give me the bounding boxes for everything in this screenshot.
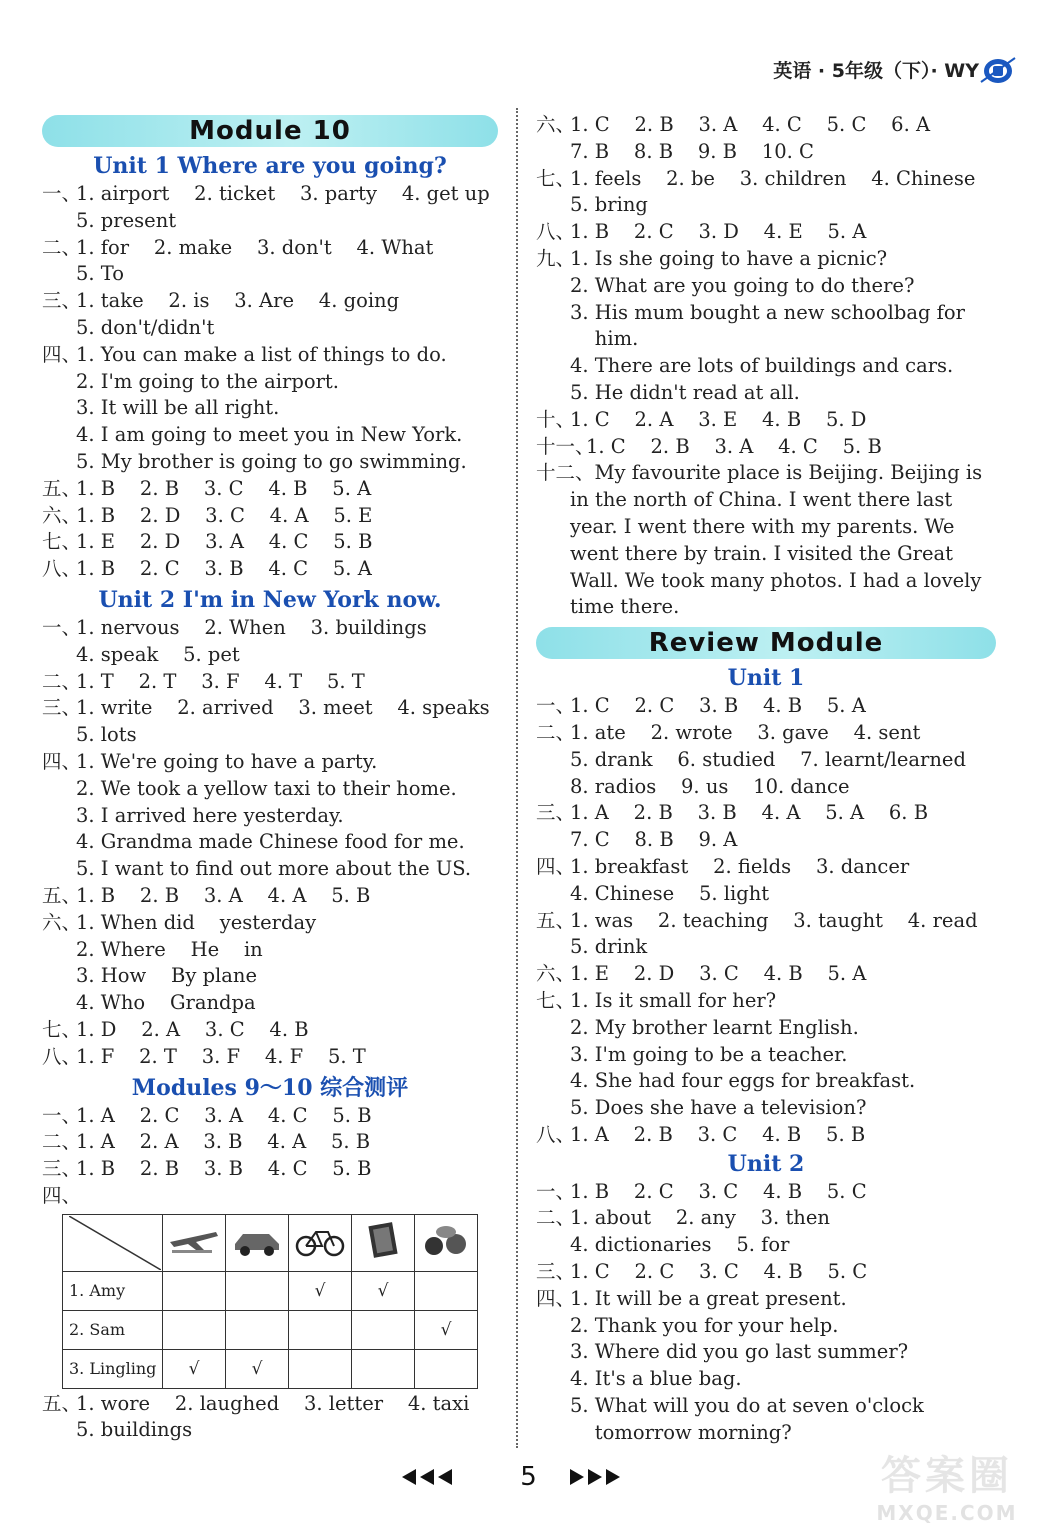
answer-line bbox=[42, 749, 498, 776]
answer-list bbox=[42, 181, 498, 583]
answer-line bbox=[42, 642, 498, 669]
answer-line bbox=[536, 908, 996, 935]
answer-line bbox=[42, 449, 498, 476]
answer-line bbox=[536, 380, 996, 407]
table-row bbox=[63, 1310, 478, 1349]
answer-text: 2. We took a yellow taxi to their home. bbox=[76, 776, 457, 800]
unit-title: Unit 2 bbox=[727, 1150, 805, 1177]
answer-text: 1. Is it small for her? bbox=[570, 988, 777, 1012]
answer-text: 2. Where He in bbox=[76, 937, 263, 961]
table-cell: √ bbox=[289, 1271, 352, 1310]
answer-line bbox=[536, 1366, 996, 1393]
question-label: 三、 bbox=[536, 1260, 576, 1284]
answer-text: 2. My brother learnt English. bbox=[570, 1015, 859, 1039]
answer-line bbox=[42, 261, 498, 288]
answer-text: 4. Who Grandpa bbox=[76, 991, 256, 1015]
table-cell bbox=[226, 1271, 289, 1310]
answer-text: 1. C 2. B 3. A 4. C 5. B bbox=[586, 434, 882, 458]
question-label: 二、 bbox=[42, 1130, 82, 1154]
answer-text: 5. drink bbox=[570, 935, 648, 959]
answer-line bbox=[42, 369, 498, 396]
answer-list bbox=[42, 615, 498, 1071]
answer-line bbox=[536, 693, 996, 720]
table-cell: √ bbox=[226, 1349, 289, 1388]
question-label: 三、 bbox=[42, 696, 82, 720]
answer-line bbox=[536, 1420, 996, 1447]
answer-text: 4. She had four eggs for breakfast. bbox=[570, 1069, 916, 1093]
answer-line bbox=[42, 803, 498, 830]
answer-line bbox=[536, 774, 996, 801]
question-label: 五、 bbox=[42, 883, 82, 907]
brand-logo-icon bbox=[979, 54, 1017, 86]
answer-line bbox=[42, 910, 498, 937]
answer-text: 5. buildings bbox=[76, 1418, 193, 1442]
answer-text: 1. B 2. D 3. C 4. A 5. E bbox=[76, 503, 373, 527]
answer-text: 1. T 2. T 3. F 4. T 5. T bbox=[76, 669, 365, 693]
answer-text: 4. There are lots of buildings and cars. bbox=[570, 354, 954, 378]
answer-text: 1. breakfast 2. fields 3. dancer bbox=[570, 854, 910, 878]
answer-line bbox=[42, 1183, 498, 1210]
table-row bbox=[63, 1349, 478, 1388]
answer-line bbox=[536, 1232, 996, 1259]
table-cell bbox=[289, 1310, 352, 1349]
answer-line bbox=[42, 1156, 498, 1183]
answer-text: 5. What will you do at seven o'clock bbox=[570, 1394, 924, 1418]
answer-line bbox=[42, 288, 498, 315]
watermark-url: MXQE.COM bbox=[876, 1501, 1018, 1525]
column-divider bbox=[516, 108, 518, 1448]
answer-line bbox=[42, 669, 498, 696]
answer-text: 5. don't/didn't bbox=[76, 315, 215, 339]
unit-title: Unit 1 Where are you going? bbox=[93, 153, 447, 179]
answer-text: 1. airport 2. ticket 3. party 4. get up bbox=[76, 182, 490, 205]
answer-list bbox=[42, 1391, 498, 1445]
table-cell bbox=[415, 1271, 478, 1310]
answer-line bbox=[536, 1122, 996, 1149]
answer-list bbox=[536, 112, 996, 460]
question-label: 二、 bbox=[536, 720, 576, 744]
answer-line bbox=[42, 937, 498, 964]
question-label: 八、 bbox=[42, 557, 82, 581]
answer-text: 2. I'm going to the airport. bbox=[76, 369, 339, 393]
answer-text: tomorrow morning? bbox=[570, 1420, 792, 1444]
answer-text: 3. It will be all right. bbox=[76, 396, 280, 420]
essay-text: My favourite place is Beijing. Beijing is bbox=[594, 461, 983, 485]
row-name: 2. Sam bbox=[63, 1310, 163, 1349]
answer-text: 1. B 2. B 3. A 4. A 5. B bbox=[76, 883, 371, 907]
answer-text: 1. F 2. T 3. F 4. F 5. T bbox=[76, 1044, 366, 1068]
answer-text: him. bbox=[570, 327, 639, 351]
question-label: 七、 bbox=[42, 1017, 82, 1041]
answer-table bbox=[62, 1214, 478, 1389]
answer-text: 8. radios 9. us 10. dance bbox=[570, 774, 850, 798]
answer-text: 1. for 2. make 3. don't 4. What bbox=[76, 235, 434, 259]
table-cell bbox=[163, 1271, 226, 1310]
answer-text: 1. C 2. B 3. A 4. C 5. C 6. A bbox=[570, 113, 931, 136]
question-label: 七、 bbox=[536, 166, 576, 190]
answer-text: 3. How By plane bbox=[76, 964, 258, 988]
answer-line bbox=[536, 827, 996, 854]
answer-line bbox=[536, 1259, 996, 1286]
table-cell bbox=[289, 1349, 352, 1388]
answer-line bbox=[536, 934, 996, 961]
question-label: 六、 bbox=[536, 962, 576, 986]
answer-line bbox=[42, 1417, 498, 1444]
answer-list bbox=[42, 1103, 498, 1210]
question-label: 九、 bbox=[536, 246, 576, 270]
answer-line bbox=[42, 315, 498, 342]
answer-text: 1. nervous 2. When 3. buildings bbox=[76, 615, 427, 639]
essay-answer bbox=[536, 460, 996, 621]
answer-text: 1. A 2. A 3. B 4. A 5. B bbox=[76, 1130, 371, 1154]
row-name: 3. Lingling bbox=[63, 1349, 163, 1388]
answer-text: 1. B 2. B 3. C 4. B 5. A bbox=[76, 476, 372, 500]
answer-line bbox=[536, 720, 996, 747]
watermark bbox=[857, 1444, 1037, 1524]
table-cell: √ bbox=[415, 1310, 478, 1349]
answer-line bbox=[536, 881, 996, 908]
answer-text: 1. E 2. D 3. C 4. B 5. A bbox=[570, 962, 867, 986]
question-label: 一、 bbox=[42, 182, 82, 205]
answer-line bbox=[536, 434, 996, 461]
essay-line: in the north of China. I went there last bbox=[570, 488, 953, 512]
answer-line bbox=[536, 1179, 996, 1206]
left-column bbox=[42, 112, 498, 1444]
answer-text: 1. B 2. C 3. D 4. E 5. A bbox=[570, 220, 867, 244]
answer-text: 2. What are you going to do there? bbox=[570, 273, 915, 297]
question-label: 七、 bbox=[42, 530, 82, 554]
question-label: 三、 bbox=[42, 1157, 82, 1181]
answer-text: 4. speak 5. pet bbox=[76, 642, 240, 666]
test-title: Modules 9～10 综合测评 bbox=[131, 1074, 409, 1101]
answer-line bbox=[42, 422, 498, 449]
answer-text: 1. C 2. C 3. B 4. B 5. A bbox=[570, 694, 866, 718]
answer-text: 1. C 2. C 3. C 4. B 5. C bbox=[570, 1260, 868, 1284]
answer-line bbox=[42, 883, 498, 910]
question-label: 十二、 bbox=[536, 461, 595, 485]
question-label: 六、 bbox=[42, 910, 82, 934]
question-label: 八、 bbox=[536, 1122, 576, 1146]
answer-line bbox=[536, 1015, 996, 1042]
unit-title: Unit 2 I'm in New York now. bbox=[98, 586, 442, 613]
answer-text: 1. write 2. arrived 3. meet 4. speaks bbox=[76, 696, 490, 720]
answer-line bbox=[42, 963, 498, 990]
table-cell bbox=[352, 1310, 415, 1349]
answer-text: 1. B 2. B 3. B 4. C 5. B bbox=[76, 1157, 372, 1181]
page-number: 5 bbox=[520, 1462, 537, 1492]
food-icon bbox=[415, 1214, 478, 1271]
answer-line bbox=[42, 1129, 498, 1156]
answer-line bbox=[42, 556, 498, 583]
answer-line bbox=[536, 273, 996, 300]
table-row bbox=[63, 1271, 478, 1310]
question-label: 二、 bbox=[536, 1206, 576, 1230]
answer-line bbox=[536, 246, 996, 273]
answer-text: 1. A 2. C 3. A 4. C 5. B bbox=[76, 1103, 372, 1127]
bicycle-icon bbox=[289, 1214, 352, 1271]
answer-line bbox=[42, 235, 498, 262]
answer-line bbox=[42, 476, 498, 503]
answer-text: 1. A 2. B 3. C 4. B 5. B bbox=[570, 1122, 866, 1146]
answer-line bbox=[536, 1205, 996, 1232]
table-cell bbox=[163, 1310, 226, 1349]
question-label: 四、 bbox=[42, 1183, 82, 1207]
answer-line bbox=[42, 208, 498, 235]
essay-line: year. I went there with my parents. We bbox=[570, 514, 955, 538]
question-label: 一、 bbox=[42, 615, 82, 639]
question-label: 五、 bbox=[42, 1391, 82, 1415]
question-label: 二、 bbox=[42, 235, 82, 259]
answer-line bbox=[536, 219, 996, 246]
answer-text: 5. I want to find out more about the US. bbox=[76, 857, 472, 881]
answer-text: 7. C 8. B 9. A bbox=[570, 828, 738, 852]
answer-line bbox=[536, 1095, 996, 1122]
plane-icon bbox=[163, 1214, 226, 1271]
module-title: Module 10 bbox=[42, 115, 498, 147]
question-label: 二、 bbox=[42, 669, 82, 693]
essay-line: time there. bbox=[570, 595, 680, 619]
answer-line bbox=[536, 326, 996, 353]
answer-line bbox=[42, 529, 498, 556]
answer-line bbox=[42, 829, 498, 856]
answer-line bbox=[42, 1391, 498, 1418]
table-cell bbox=[226, 1310, 289, 1349]
right-column bbox=[536, 112, 996, 1447]
answer-text: 4. It's a blue bag. bbox=[570, 1367, 742, 1391]
answer-text: 5. He didn't read at all. bbox=[570, 380, 800, 404]
question-label: 六、 bbox=[42, 503, 82, 527]
answer-line bbox=[536, 1042, 996, 1069]
answer-text: 1. A 2. B 3. B 4. A 5. A 6. B bbox=[570, 801, 929, 825]
answer-text: 3. I'm going to be a teacher. bbox=[570, 1042, 848, 1066]
answer-line bbox=[536, 854, 996, 881]
table-corner bbox=[63, 1214, 163, 1271]
answer-text: 5. My brother is going to go swimming. bbox=[76, 449, 467, 473]
header-subject: 英语 · 5年级（下）· WY bbox=[773, 60, 979, 82]
unit-title: Unit 1 bbox=[727, 665, 805, 692]
question-label: 三、 bbox=[42, 289, 82, 313]
question-label: 五、 bbox=[536, 908, 576, 932]
answer-text: 1. D 2. A 3. C 4. B bbox=[76, 1017, 309, 1041]
answer-text: 1. C 2. A 3. E 4. B 5. D bbox=[570, 407, 867, 431]
question-label: 四、 bbox=[42, 342, 82, 366]
answer-text: 1. E 2. D 3. A 4. C 5. B bbox=[76, 530, 373, 554]
answer-line bbox=[536, 192, 996, 219]
answer-line bbox=[42, 990, 498, 1017]
answer-text: 5. present bbox=[76, 208, 177, 232]
answer-line bbox=[42, 395, 498, 422]
answer-line bbox=[536, 961, 996, 988]
table-cell bbox=[352, 1349, 415, 1388]
answer-text: 3. I arrived here yesterday. bbox=[76, 803, 344, 827]
answer-text: 1. was 2. teaching 3. taught 4. read bbox=[570, 908, 978, 932]
diagonal-line bbox=[69, 1216, 161, 1270]
answer-line bbox=[536, 353, 996, 380]
answer-text: 1. wore 2. laughed 3. letter 4. taxi bbox=[76, 1391, 470, 1415]
answer-line bbox=[42, 1103, 498, 1130]
answer-line bbox=[536, 166, 996, 193]
question-label: 八、 bbox=[536, 220, 576, 244]
answer-text: 5. lots bbox=[76, 723, 137, 747]
answer-line bbox=[536, 112, 996, 139]
question-label: 一、 bbox=[42, 1103, 82, 1127]
answer-line bbox=[42, 776, 498, 803]
question-label: 四、 bbox=[536, 1286, 576, 1310]
next-arrows-icon bbox=[568, 1468, 628, 1486]
answer-line bbox=[42, 1017, 498, 1044]
answer-text: 1. about 2. any 3. then bbox=[570, 1206, 830, 1230]
answer-text: 3. His mum bought a new schoolbag for bbox=[570, 300, 965, 324]
answer-text: 2. Thank you for your help. bbox=[570, 1313, 839, 1337]
answer-list bbox=[536, 1179, 996, 1447]
table-cell bbox=[415, 1349, 478, 1388]
answer-text: 4. Grandma made Chinese food for me. bbox=[76, 830, 465, 854]
question-label: 八、 bbox=[42, 1044, 82, 1068]
answer-text: 1. take 2. is 3. Are 4. going bbox=[76, 289, 400, 313]
answer-text: 1. feels 2. be 3. children 4. Chinese bbox=[570, 166, 976, 190]
answer-line bbox=[42, 615, 498, 642]
question-label: 四、 bbox=[536, 854, 576, 878]
review-module-title: Review Module bbox=[536, 627, 996, 659]
essay-line: Wall. We took many photos. I had a lovely bbox=[570, 568, 982, 592]
answer-line bbox=[42, 181, 498, 208]
answer-line bbox=[42, 722, 498, 749]
answer-line bbox=[42, 503, 498, 530]
answer-line bbox=[536, 1339, 996, 1366]
question-label: 十一、 bbox=[536, 434, 595, 458]
question-label: 一、 bbox=[536, 694, 576, 718]
answer-line bbox=[536, 139, 996, 166]
answer-line bbox=[536, 300, 996, 327]
answer-line bbox=[536, 1068, 996, 1095]
answer-line bbox=[42, 342, 498, 369]
answer-text: 4. I am going to meet you in New York. bbox=[76, 423, 463, 447]
answer-text: 1. You can make a list of things to do. bbox=[76, 342, 447, 366]
book-icon bbox=[352, 1214, 415, 1271]
answer-text: 1. B 2. C 3. B 4. C 5. A bbox=[76, 557, 372, 581]
answer-line bbox=[536, 1393, 996, 1420]
answer-text: 1. We're going to have a party. bbox=[76, 749, 378, 773]
answer-line bbox=[42, 856, 498, 883]
answer-line bbox=[536, 1313, 996, 1340]
question-label: 六、 bbox=[536, 113, 576, 136]
answer-text: 5. drank 6. studied 7. learnt/learned bbox=[570, 747, 966, 771]
row-name: 1. Amy bbox=[63, 1271, 163, 1310]
answer-line bbox=[536, 1286, 996, 1313]
answer-text: 4. dictionaries 5. for bbox=[570, 1233, 790, 1257]
answer-text: 1. Is she going to have a picnic? bbox=[570, 246, 888, 270]
question-label: 七、 bbox=[536, 988, 576, 1012]
answer-text: 5. To bbox=[76, 262, 125, 286]
answer-text: 3. Where did you go last summer? bbox=[570, 1340, 909, 1364]
question-label: 一、 bbox=[536, 1179, 576, 1203]
answer-line bbox=[536, 988, 996, 1015]
answer-text: 5. Does she have a television? bbox=[570, 1096, 867, 1120]
answer-text: 1. When did yesterday bbox=[76, 910, 317, 934]
answer-line bbox=[536, 800, 996, 827]
essay-line: went there by train. I visited the Great bbox=[570, 541, 953, 565]
answer-line bbox=[536, 747, 996, 774]
answer-line bbox=[536, 407, 996, 434]
table-cell: √ bbox=[163, 1349, 226, 1388]
question-label: 十、 bbox=[536, 407, 576, 431]
answer-text: 1. B 2. C 3. C 4. B 5. C bbox=[570, 1179, 867, 1203]
table-cell: √ bbox=[352, 1271, 415, 1310]
question-label: 五、 bbox=[42, 476, 82, 500]
answer-line bbox=[42, 1044, 498, 1071]
answer-line bbox=[42, 695, 498, 722]
answer-list bbox=[536, 693, 996, 1149]
answer-text: 5. bring bbox=[570, 193, 648, 217]
answer-text: 1. It will be a great present. bbox=[570, 1286, 847, 1310]
answer-text: 4. Chinese 5. light bbox=[570, 881, 770, 905]
car-icon bbox=[226, 1214, 289, 1271]
question-label: 四、 bbox=[42, 749, 82, 773]
answer-text: 1. ate 2. wrote 3. gave 4. sent bbox=[570, 720, 921, 744]
essay-line bbox=[536, 460, 996, 487]
question-label: 三、 bbox=[536, 801, 576, 825]
answer-text: 7. B 8. B 9. B 10. C bbox=[570, 139, 814, 163]
watermark-logo: 答案圈 bbox=[881, 1453, 1013, 1499]
